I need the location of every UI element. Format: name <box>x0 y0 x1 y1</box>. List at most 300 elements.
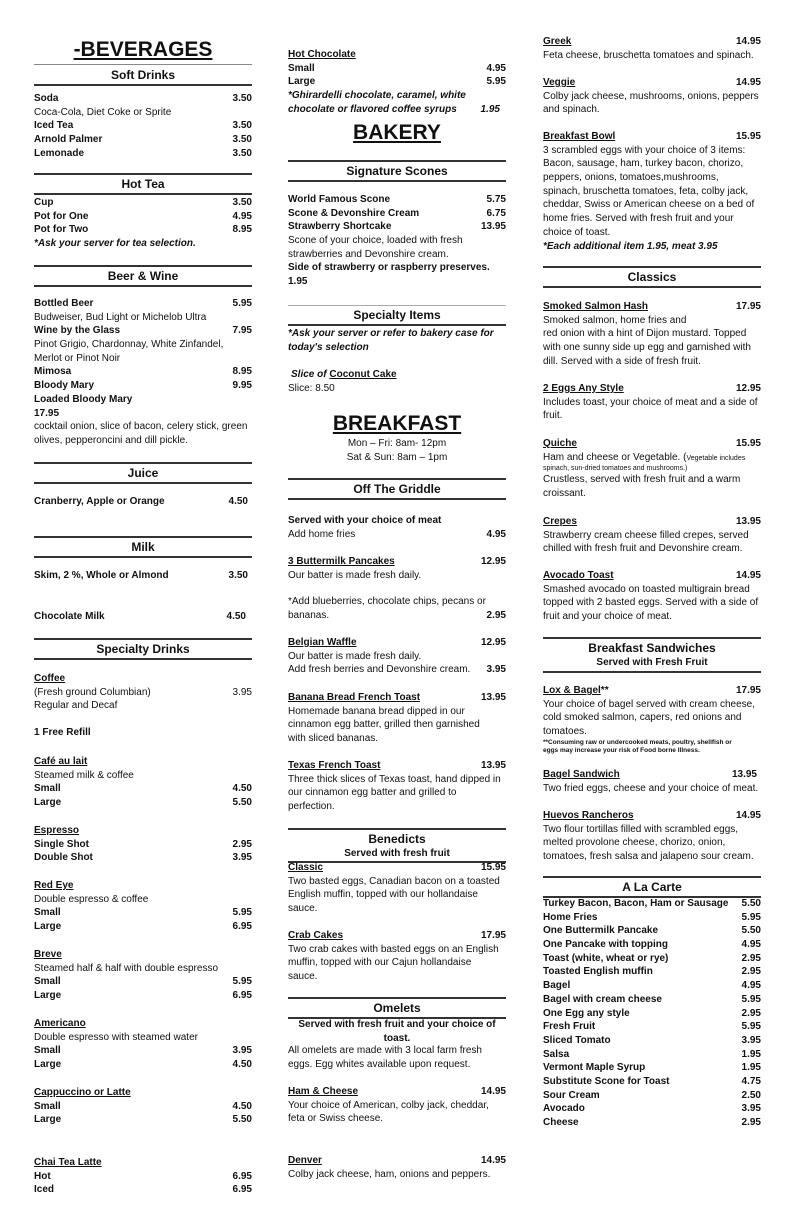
menu-text <box>34 838 252 852</box>
menu-text: Omelets <box>373 1001 421 1015</box>
menu-text: today's selection <box>288 341 369 353</box>
menu-text: 2.95 <box>232 838 252 850</box>
menu-text: 3 Buttermilk Pancakes <box>288 556 395 567</box>
menu-text: Large <box>34 1059 62 1071</box>
menu-text: 17.95 <box>735 301 761 312</box>
item-name: Sliced Tomato <box>543 1034 611 1046</box>
menu-text: 3.50 <box>232 197 252 208</box>
menu-text: Benedicts <box>368 832 426 846</box>
a-la-carte-item <box>543 1034 761 1048</box>
menu-text <box>543 300 761 314</box>
menu-text: 6.95 <box>232 921 252 933</box>
menu-text: Mimosa <box>34 366 72 378</box>
item-name: One Egg any style <box>543 1007 630 1019</box>
menu-text: Denver <box>288 1155 322 1166</box>
menu-text: Belgian Waffle <box>288 637 357 648</box>
classics-heading <box>543 266 761 288</box>
menu-text <box>543 768 761 782</box>
menu-text: 8.95 <box>232 224 252 236</box>
item-desc: olives, pepperoncini and dill pickle. <box>34 434 188 446</box>
menu-item <box>34 495 252 509</box>
a-la-carte-item <box>543 1075 761 1089</box>
menu-text: Arnold Palmer <box>34 134 103 146</box>
menu-text: 5.95 <box>486 76 506 88</box>
a-la-carte-item <box>543 979 761 993</box>
item-desc: Steamed milk & coffee <box>34 769 134 781</box>
a-la-carte-list <box>543 897 761 1130</box>
menu-text: Served with fresh fruit <box>344 848 450 859</box>
menu-text: Huevos Rancheros <box>543 810 634 821</box>
menu-item: Loaded Bloody Mary <box>34 393 133 405</box>
menu-text: 15.95 <box>735 131 761 142</box>
menu-text: toast. <box>383 1032 411 1044</box>
menu-item <box>34 610 252 624</box>
beer-wine-heading <box>34 265 252 287</box>
menu-text: Bagel Sandwich <box>543 769 620 780</box>
menu-text: Specialty Drinks <box>96 642 190 656</box>
menu-text: 13.95 <box>731 769 757 780</box>
menu-text: 17.95 <box>735 685 761 696</box>
item-price: 2.50 <box>741 1089 761 1101</box>
item-price: 5.50 <box>741 898 761 909</box>
menu-text: Crepes <box>543 516 577 527</box>
menu-text: muffin, topped with our Cajun hollandaise <box>288 957 472 969</box>
menu-text: Hot <box>34 1170 51 1182</box>
menu-text: bananas. <box>288 609 330 621</box>
menu-text: Skim, 2 %, Whole or Almond <box>34 570 169 581</box>
a-la-carte-item <box>543 952 761 966</box>
menu-text: Breakfast Bowl <box>543 131 616 142</box>
menu-text: 3 scrambled eggs with your choice of 3 items: <box>543 144 746 156</box>
menu-text: 3.95 <box>232 1045 252 1057</box>
item-desc: cocktail onion, slice of bacon, celery stick, green <box>34 421 248 433</box>
menu-text: Iced Tea <box>34 120 74 132</box>
item-price: 3.95 <box>741 1103 761 1115</box>
menu-text: Add fresh berries and Devonshire cream. <box>288 664 471 676</box>
menu-text: red onion with a hint of Dijon mustard. Topped <box>543 328 747 340</box>
menu-text: Coconut Cake <box>329 369 397 380</box>
menu-text: Small <box>34 1045 61 1057</box>
menu-text: Iced <box>34 1184 55 1196</box>
menu-text: Two basted eggs, Canadian bacon on a toasted <box>288 875 500 887</box>
breakfast-sandwiches-heading <box>543 637 761 657</box>
menu-text: **Consuming raw or undercooked meats, poultry, shellfish or <box>543 738 732 746</box>
a-la-carte-item <box>543 1061 761 1075</box>
menu-text <box>34 796 252 810</box>
menu-text <box>543 130 761 144</box>
menu-text: Strawberry cream cheese filled crepes, served <box>543 529 749 541</box>
menu-text: 2.95 <box>486 609 506 621</box>
menu-text: 5.95 <box>232 907 252 919</box>
menu-text: 2 Eggs Any Style <box>543 383 624 394</box>
item-desc: Budweiser, Bud Light or Michelob Ultra <box>34 311 207 323</box>
menu-text: Soda <box>34 93 59 104</box>
menu-text: Smashed avocado on toasted multigrain bread <box>543 583 750 595</box>
menu-text: -BEVERAGES <box>73 38 213 61</box>
menu-text: Soft Drinks <box>110 68 175 82</box>
menu-text: Small <box>34 907 61 919</box>
menu-text: Large <box>34 990 62 1002</box>
menu-text: fruit. <box>543 410 563 422</box>
menu-text: 4.95 <box>486 528 506 540</box>
signature-scones-heading <box>288 160 506 182</box>
menu-text: fruit and your choice of meat. <box>543 611 672 623</box>
menu-text: Served with your choice of meat <box>288 515 442 526</box>
menu-text: Banana Bread French Toast <box>288 692 421 703</box>
menu-item <box>34 147 252 161</box>
menu-text: 3.50 <box>232 120 252 132</box>
item-desc: Coca-Cola, Diet Coke or Sprite <box>34 106 172 118</box>
item-title: Americano <box>34 1018 86 1029</box>
item-title: Chai Tea Latte <box>34 1157 102 1168</box>
item-name: Bagel <box>543 980 571 992</box>
menu-text: and spinach. <box>543 104 600 116</box>
menu-text: 17.95 <box>480 930 506 941</box>
a-la-carte-item <box>543 965 761 979</box>
item-title: Cappuccino or Latte <box>34 1087 131 1098</box>
menu-text <box>543 569 761 583</box>
menu-text: perfection. <box>288 801 335 813</box>
menu-text: 9.95 <box>232 380 252 392</box>
menu-text <box>34 1058 252 1072</box>
item-price: 4.95 <box>741 980 761 992</box>
menu-text: tomatoes. <box>543 726 587 738</box>
item-price: 4.75 <box>741 1075 761 1087</box>
menu-item <box>34 365 252 379</box>
item-title: Hot Chocolate <box>288 49 356 60</box>
a-la-carte-item <box>543 1102 761 1116</box>
menu-text: Quiche <box>543 438 577 449</box>
menu-item <box>34 119 252 133</box>
menu-text: our cinnamon egg batter and grilled to <box>288 787 457 799</box>
menu-text <box>288 528 506 542</box>
menu-text: *Each additional item 1.95, meat 3.95 <box>543 240 718 252</box>
menu-text: Side of strawberry or raspberry preserves. <box>288 262 490 274</box>
note <box>288 103 506 117</box>
note: *Ghirardelli chocolate, caramel, white <box>288 90 466 102</box>
item-price: 2.95 <box>741 1007 761 1019</box>
item-price: 2.95 <box>741 1117 761 1128</box>
menu-text: 3.95 <box>486 664 506 676</box>
menu-text: Hot Tea <box>121 177 165 191</box>
off-the-griddle-heading <box>288 478 506 500</box>
menu-text: 14.95 <box>480 1086 506 1097</box>
menu-text <box>288 193 506 207</box>
menu-text: chilled with fresh fruit and Devonshire cream. <box>543 543 743 555</box>
item-name: Sour Cream <box>543 1089 600 1101</box>
menu-text <box>288 207 506 221</box>
item-price: 2.95 <box>741 952 761 964</box>
item-name: Home Fries <box>543 911 598 923</box>
a-la-carte-item <box>543 1007 761 1021</box>
menu-text: 15.95 <box>735 438 761 449</box>
menu-text <box>543 684 761 698</box>
a-la-carte-item <box>543 1048 761 1062</box>
menu-text: 5.95 <box>232 976 252 988</box>
menu-text: 14.95 <box>735 77 761 88</box>
menu-text: Cranberry, Apple or Orange <box>34 496 165 507</box>
menu-text: Texas French Toast <box>288 760 381 771</box>
a-la-carte-item <box>543 1089 761 1103</box>
menu-text <box>543 35 761 49</box>
menu-text: 6.95 <box>232 990 252 1002</box>
menu-text: Sat & Sun: 8am – 1pm <box>346 451 448 463</box>
menu-text: 4.95 <box>486 62 506 74</box>
hot-tea-heading <box>34 173 252 195</box>
a-la-carte-heading <box>543 876 761 898</box>
a-la-carte-item <box>543 911 761 925</box>
menu-text <box>34 1113 252 1127</box>
item-desc <box>34 686 252 700</box>
item-price: 1.95 <box>741 1048 761 1060</box>
menu-text: 3.50 <box>232 134 252 146</box>
menu-text: spinach, sun-dried tomatoes and mushrooms.) <box>543 465 688 473</box>
menu-text <box>288 62 506 76</box>
item-title: Red Eye <box>34 880 74 891</box>
menu-text <box>288 368 506 382</box>
menu-text: Greek <box>543 36 572 47</box>
item-price: 5.95 <box>741 993 761 1005</box>
menu-text <box>288 1085 506 1099</box>
menu-text: Specialty Items <box>353 308 441 322</box>
menu-text <box>288 929 506 943</box>
item-desc: Double espresso with steamed water <box>34 1031 198 1043</box>
item-price: 5.95 <box>741 911 761 923</box>
menu-text: cold smoked salmon, capers, red onions and <box>543 712 742 724</box>
item-name: Fresh Fruit <box>543 1021 596 1033</box>
menu-text: peppers, onions, tomatoes,mushrooms, <box>543 172 719 184</box>
menu-text: Homemade banana bread dipped in our <box>288 705 465 717</box>
item-name: One Pancake with topping <box>543 939 669 951</box>
menu-text: 5.50 <box>232 797 252 809</box>
breakfast-title: BREAKFAST <box>332 412 462 435</box>
menu-text: 3.50 <box>232 93 252 104</box>
a-la-carte-item <box>543 1116 761 1130</box>
menu-text: Crustless, served with fresh fruit and a warm <box>543 474 741 486</box>
soft-drinks-heading <box>34 66 252 86</box>
menu-text: Signature Scones <box>346 164 448 178</box>
item-price: 4.95 <box>741 939 761 951</box>
menu-text: Crab Cakes <box>288 930 344 941</box>
menu-text: 3.50 <box>228 570 248 581</box>
juice-heading <box>34 462 252 484</box>
item-name: Toasted English muffin <box>543 966 653 978</box>
menu-text <box>543 76 761 90</box>
item-name: Toast (white, wheat or rye) <box>543 952 669 964</box>
menu-text: 14.95 <box>735 570 761 581</box>
menu-item <box>34 196 252 210</box>
item-price: 17.95 <box>34 407 60 419</box>
menu-text: dill. Served with a side of fresh fruit. <box>543 355 701 367</box>
menu-text: Scone & Devonshire Cream <box>288 207 420 219</box>
menu-text <box>34 989 252 1003</box>
menu-text: croissant. <box>543 488 586 500</box>
menu-text <box>34 920 252 934</box>
menu-text: feta or Swiss cheese. <box>288 1113 384 1125</box>
menu-text: choice of toast. <box>543 226 611 238</box>
menu-text: 12.95 <box>480 637 506 648</box>
menu-text: Two crab cakes with basted eggs on an English <box>288 943 499 955</box>
menu-text: 5.50 <box>232 1114 252 1126</box>
menu-text: Strawberry Shortcake <box>288 221 392 233</box>
menu-text: Milk <box>131 540 155 554</box>
specialty-items-heading <box>288 305 506 326</box>
menu-text: 13.95 <box>480 692 506 703</box>
item-name: Salsa <box>543 1048 570 1060</box>
menu-text: Served with Fresh Fruit <box>596 657 708 668</box>
menu-text: Our batter is made fresh daily. <box>288 650 422 662</box>
menu-text <box>34 782 252 796</box>
menu-text: Avocado Toast <box>543 570 614 581</box>
menu-text: 4.95 <box>232 210 252 222</box>
menu-item <box>34 223 252 237</box>
menu-text: eggs. Egg whites available upon request. <box>288 1058 471 1070</box>
menu-text: 13.95 <box>735 516 761 527</box>
menu-text: 12.95 <box>735 383 761 394</box>
menu-text: Your choice of bagel served with cream cheese, <box>543 698 755 710</box>
menu-text: Chocolate Milk <box>34 611 105 622</box>
menu-text <box>34 975 252 989</box>
menu-text: Slice of <box>291 369 330 380</box>
menu-text: sauce. <box>288 971 318 983</box>
menu-text: tomatoes, fresh salsa and jalapeno sour cream. <box>543 851 754 863</box>
menu-item <box>34 379 252 393</box>
menu-text: A La Carte <box>622 880 682 894</box>
menu-text: 7.95 <box>232 325 252 337</box>
menu-text <box>288 691 506 705</box>
menu-text <box>288 636 506 650</box>
menu-text: 13.95 <box>480 760 506 771</box>
menu-text: Mon – Fri: 8am- 12pm <box>347 438 447 449</box>
menu-text: 6.95 <box>232 1184 252 1196</box>
menu-text <box>543 451 761 465</box>
benedicts-heading <box>288 828 506 848</box>
menu-text: Small <box>34 1100 61 1112</box>
menu-text: spinach, bruschetta tomatoes, feta, colby jack, <box>543 185 749 197</box>
item-price: 5.95 <box>741 1021 761 1033</box>
menu-text: with sliced bananas. <box>288 733 379 745</box>
menu-text <box>34 1183 252 1197</box>
menu-text: melted provolone cheese, chorizo, onion, <box>543 837 726 849</box>
menu-text: Ham and cheese or Vegetable. ( <box>543 451 687 463</box>
a-la-carte-item <box>543 897 761 911</box>
menu-text: Scone of your choice, loaded with fresh <box>288 235 463 247</box>
menu-text <box>543 515 761 529</box>
menu-item <box>34 569 252 583</box>
menu-text: sauce. <box>288 903 318 915</box>
menu-text: 4.50 <box>232 1100 252 1112</box>
menu-text <box>288 75 506 89</box>
menu-text: Two flour tortillas filled with scrambled eggs, <box>543 823 739 835</box>
menu-text: Juice <box>127 466 159 480</box>
menu-text: 3.50 <box>232 147 252 159</box>
note: *Ask your server for tea selection. <box>34 238 196 250</box>
menu-text: 5.75 <box>486 194 506 205</box>
menu-text: Smoked salmon, home fries and <box>543 314 687 326</box>
menu-text: Feta cheese, bruschetta tomatoes and spinach. <box>543 49 754 61</box>
menu-text: Pot for One <box>34 210 89 222</box>
menu-text: Large <box>34 921 62 933</box>
menu-item <box>34 324 252 338</box>
menu-text <box>288 555 506 569</box>
menu-text <box>288 861 506 875</box>
omelets-heading <box>288 997 506 1017</box>
milk-heading <box>34 536 252 558</box>
a-la-carte-item <box>543 993 761 1007</box>
menu-text: Smoked Salmon Hash <box>543 301 649 312</box>
item-price: 3.95 <box>741 1034 761 1046</box>
menu-text <box>288 759 506 773</box>
menu-text: Double Shot <box>34 852 93 864</box>
menu-text: 1.95 <box>288 276 308 288</box>
menu-text: Your choice of American, colby jack, cheddar, <box>288 1099 489 1111</box>
menu-item <box>34 133 252 147</box>
menu-item <box>34 210 252 224</box>
menu-text: English muffin, topped with our hollandaise <box>288 889 478 901</box>
menu-text: Off The Griddle <box>353 482 441 496</box>
menu-text: Pot for Two <box>34 224 89 236</box>
menu-text: strawberries and Devonshire cream. <box>288 248 449 260</box>
menu-text: home fries. Served with fresh fruit and your <box>543 213 734 225</box>
menu-text: Wine by the Glass <box>34 325 121 337</box>
menu-text: *Add blueberries, chocolate chips, pecans or <box>288 596 486 607</box>
menu-text: 4.50 <box>226 611 246 622</box>
menu-text: 4.50 <box>232 1059 252 1071</box>
menu-text: eggs may increase your risk of Food borne Illness. <box>543 747 700 755</box>
menu-text: Ham & Cheese <box>288 1086 359 1097</box>
menu-text: Bacon, sausage, ham, turkey bacon, chorizo, <box>543 158 744 170</box>
menu-text: Cup <box>34 197 54 208</box>
menu-text: 6.95 <box>232 1170 252 1182</box>
menu-text <box>34 1100 252 1114</box>
menu-text: topped with 2 basted eggs. Served with a side of <box>543 597 759 609</box>
menu-text: Large <box>288 76 316 88</box>
menu-text: 14.95 <box>735 36 761 47</box>
item-title: Breve <box>34 949 62 960</box>
menu-text <box>34 851 252 865</box>
a-la-carte-item <box>543 924 761 938</box>
menu-item <box>34 92 252 106</box>
menu-text: Our batter is made fresh daily. <box>288 569 422 581</box>
menu-text: Large <box>34 1114 62 1126</box>
menu-text: Small <box>34 976 61 988</box>
menu-text: 12.95 <box>480 556 506 567</box>
menu-text: 6.75 <box>486 207 506 219</box>
menu-text: *Ask your server or refer to bakery case for <box>288 328 494 339</box>
menu-text: cinnamon egg batter, grilled then garnished <box>288 719 480 731</box>
a-la-carte-item <box>543 1020 761 1034</box>
menu-text <box>288 663 506 677</box>
item-name: Vermont Maple Syrup <box>543 1062 646 1074</box>
menu-text <box>34 906 252 920</box>
menu-text: Includes toast, your choice of meat and a side of <box>543 396 758 408</box>
menu-text: cheddar, Swiss or American cheese on a bed of <box>543 199 755 211</box>
menu-text: 14.95 <box>735 810 761 821</box>
menu-text: Small <box>34 783 61 795</box>
menu-text: 3.95 <box>232 686 252 698</box>
menu-text: ** <box>600 685 609 696</box>
note: 1 Free Refill <box>34 727 91 738</box>
menu-text: Veggie <box>543 77 576 88</box>
menu-text: 15.95 <box>480 862 506 873</box>
menu-text: Large <box>34 797 62 809</box>
menu-text: with one sunny side up egg and garnished with <box>543 342 751 354</box>
menu-text <box>288 220 506 234</box>
menu-text: World Famous Scone <box>288 194 391 205</box>
item-desc: Pinot Grigio, Chardonnay, White Zinfandel, <box>34 339 224 351</box>
menu-text: Classic <box>288 862 324 873</box>
item-price: 5.50 <box>741 925 761 937</box>
